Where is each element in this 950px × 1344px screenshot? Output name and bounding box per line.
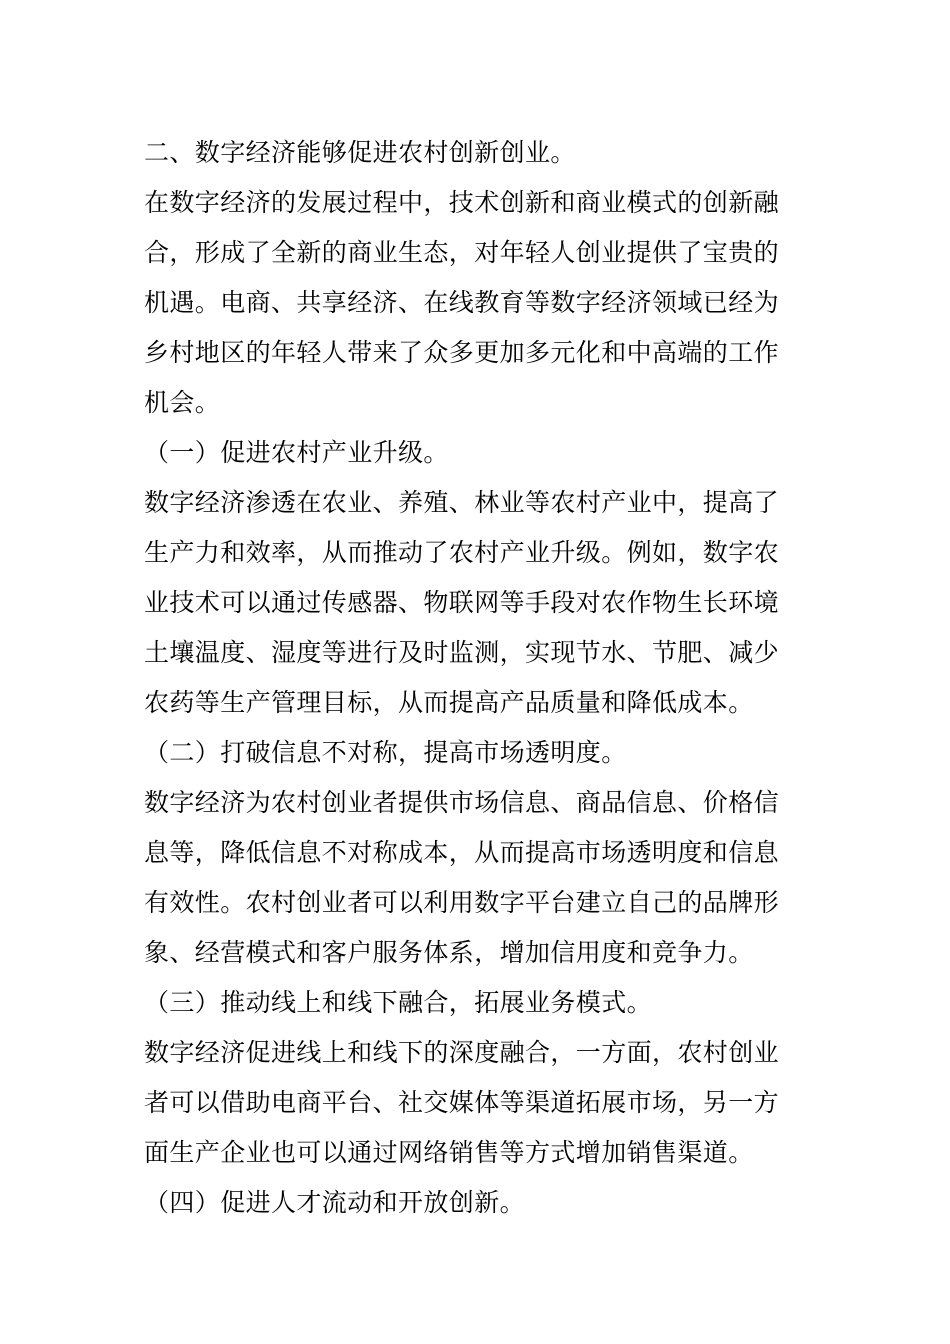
paragraph-line: 合，形成了全新的商业生态，对年轻人创业提供了宝贵的 (144, 238, 780, 267)
paragraph-line: 数字经济渗透在农业、养殖、林业等农村产业中，提高了 (144, 488, 780, 517)
paragraph-line: 业技术可以通过传感器、物联网等手段对农作物生长环境 (144, 588, 780, 617)
subsection-heading: （四）促进人才流动和开放创新。 (144, 1188, 526, 1217)
paragraph-line: 有效性。农村创业者可以利用数字平台建立自己的品牌形 (144, 888, 780, 917)
subsection-heading: （一）促进农村产业升级。 (144, 438, 449, 467)
paragraph-line: 机会。 (144, 388, 221, 417)
subsection-heading: （二）打破信息不对称，提高市场透明度。 (144, 738, 627, 767)
section-heading: 二、数字经济能够促进农村创新创业。 (144, 138, 576, 167)
paragraph-line: 数字经济促进线上和线下的深度融合，一方面，农村创业 (144, 1038, 780, 1067)
paragraph-line: 乡村地区的年轻人带来了众多更加多元化和中高端的工作 (144, 338, 780, 367)
paragraph-line: 土壤温度、湿度等进行及时监测，实现节水、节肥、减少 (144, 638, 780, 667)
paragraph-line: 息等，降低信息不对称成本，从而提高市场透明度和信息 (144, 838, 780, 867)
document-body (144, 128, 810, 1228)
paragraph-line: 象、经营模式和客户服务体系，增加信用度和竞争力。 (144, 938, 754, 967)
paragraph-line: 生产力和效率，从而推动了农村产业升级。例如，数字农 (144, 538, 780, 567)
subsection-heading: （三）推动线上和线下融合，拓展业务模式。 (144, 988, 653, 1017)
paragraph-line: 在数字经济的发展过程中，技术创新和商业模式的创新融 (144, 188, 780, 217)
paragraph-line: 数字经济为农村创业者提供市场信息、商品信息、价格信 (144, 788, 780, 817)
paragraph-line: 机遇。电商、共享经济、在线教育等数字经济领域已经为 (144, 288, 780, 317)
paragraph-line: 面生产企业也可以通过网络销售等方式增加销售渠道。 (144, 1138, 754, 1167)
paragraph-line: 农药等生产管理目标，从而提高产品质量和降低成本。 (144, 688, 754, 717)
paragraph-line: 者可以借助电商平台、社交媒体等渠道拓展市场，另一方 (144, 1088, 780, 1117)
